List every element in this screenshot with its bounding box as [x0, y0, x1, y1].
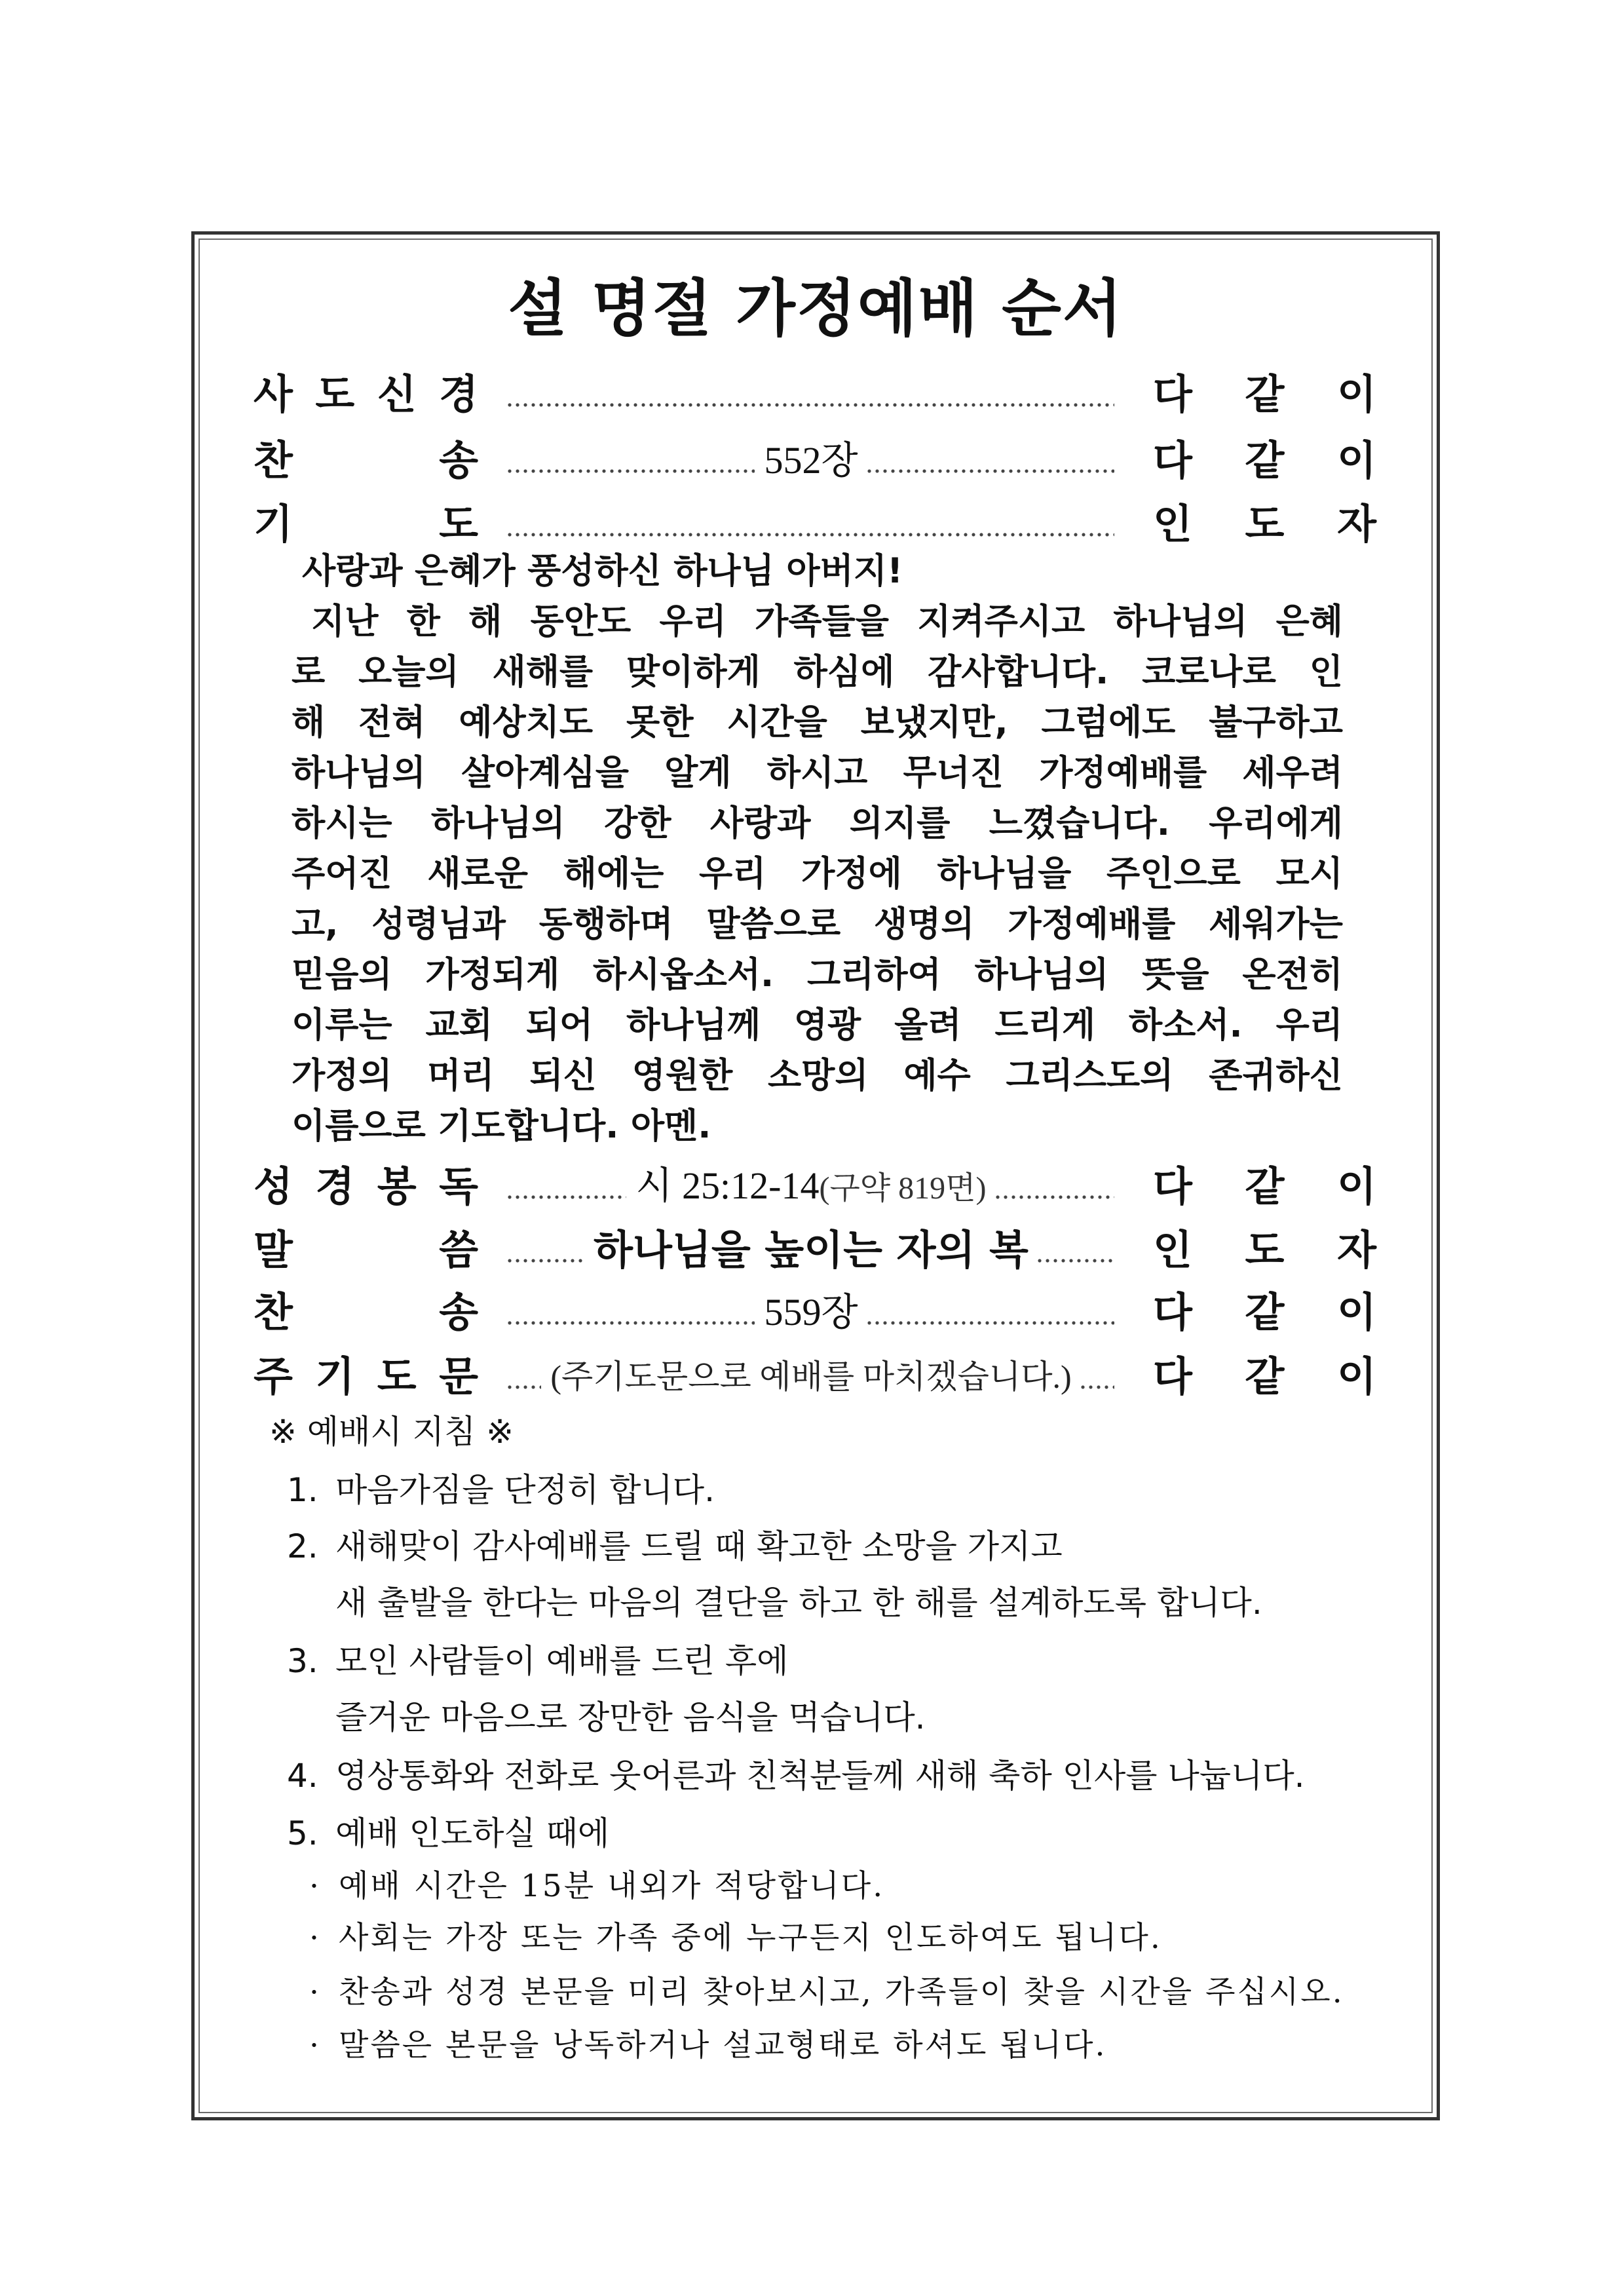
dotted-leader: [508, 402, 1114, 408]
dotted-leader: [867, 1320, 1114, 1326]
bullet-dot: ·: [309, 1868, 321, 1904]
order-role: 다 같 이: [1153, 1162, 1377, 1210]
dotted-leader: [508, 1258, 584, 1263]
guideline-bullet: [309, 1912, 1162, 1964]
guideline-line: 새해맞이 감사예배를 드릴 때 확고한 소망을 가지고: [335, 1527, 1063, 1565]
scripture-verse: 시 25:12-14: [635, 1164, 820, 1207]
order-label: 찬 송: [254, 436, 478, 484]
guideline-bullet: [309, 1860, 884, 1913]
guideline-text: [335, 1633, 926, 1746]
prayer-line: 하나님의 살아계심을 알게 하시고 무너진 가정예배를 세우려: [292, 753, 1343, 793]
prayer-text: [292, 546, 1343, 1151]
dotted-leader: [1081, 1385, 1114, 1390]
order-row-lords-prayer: [254, 1350, 1376, 1403]
prayer-line: 로 오늘의 새해를 맞이하게 하심에 감사합니다. 코로나로 인: [292, 652, 1343, 692]
page-title: 설 명절 가정예배 순서: [508, 273, 1124, 345]
prayer-line: 지난 한 해 동안도 우리 가족들을 지켜주시고 하나님의 은혜: [311, 602, 1343, 641]
prayer-line: 고, 성령님과 동행하며 말씀으로 생명의 가정예배를 세워가는: [292, 904, 1343, 944]
order-role: 다 같 이: [1153, 1288, 1376, 1336]
bullet-text: 말씀은 본문을 낭독하거나 설교형태로 하셔도 됩니다.: [339, 2027, 1107, 2063]
dotted-leader: [508, 1385, 541, 1390]
guideline-line: 영상통화와 전화로 웃어른과 친척분들께 새해 축하 인사를 나눕니다.: [335, 1757, 1305, 1795]
guideline-line: 즐거운 마음으로 장만한 음식을 먹습니다.: [335, 1698, 926, 1736]
prayer-line: 사랑과 은혜가 풍성하신 하나님 아버지!: [302, 551, 903, 591]
guideline-line: 마음가짐을 단정히 합니다.: [335, 1471, 715, 1509]
order-row-prayer: [254, 498, 1376, 550]
order-row-scripture-reading: [254, 1160, 1376, 1213]
dotted-leader: [508, 1195, 626, 1200]
hymn-number: 559장: [764, 1291, 858, 1333]
closing-note: (주기도문으로 예배를 마치겠습니다.): [550, 1358, 1072, 1395]
order-role: 다 같 이: [1153, 436, 1376, 484]
guideline-bullet: [309, 2019, 1106, 2072]
order-label: 주 기 도 문: [254, 1352, 478, 1400]
guideline-number: 2.: [287, 1527, 318, 1565]
order-label: 사 도 신 경: [254, 370, 478, 418]
dotted-leader: [1038, 1258, 1114, 1263]
guideline-item: [287, 1748, 1305, 1804]
bullet-text: 사회는 가장 또는 가족 중에 누구든지 인도하여도 됩니다.: [339, 1920, 1162, 1956]
order-label: 성 경 봉 독: [254, 1162, 478, 1210]
guideline-number: 3.: [287, 1642, 318, 1680]
bullet-dot: ·: [309, 2027, 321, 2063]
prayer-line: 이루는 교회 되어 하나님께 영광 올려 드리게 하소서. 우리: [292, 1005, 1343, 1045]
sermon-title: 하나님을 높이는 자의 복: [594, 1226, 1029, 1274]
dotted-leader: [508, 1320, 755, 1326]
guideline-number: 1.: [287, 1471, 318, 1509]
order-role: 인 도 자: [1153, 1226, 1376, 1274]
guideline-line: 새 출발을 한다는 마음의 결단을 하고 한 해를 설계하도록 합니다.: [335, 1584, 1262, 1622]
dotted-leader: [508, 469, 755, 474]
order-role: 다 같 이: [1153, 1352, 1376, 1400]
order-label: 말 씀: [254, 1226, 478, 1274]
prayer-line: 이름으로 기도합니다. 아멘.: [292, 1106, 711, 1146]
order-row-hymn-2: [254, 1286, 1376, 1339]
bullet-dot: ·: [309, 1974, 321, 2010]
dotted-leader: [996, 1195, 1114, 1200]
guideline-number: 5.: [287, 1814, 318, 1852]
scripture-page-note: (구약 819면): [819, 1171, 987, 1206]
guideline-item: [287, 1633, 926, 1746]
guideline-text: [335, 1518, 1262, 1631]
order-row-apostles-creed: [254, 368, 1376, 421]
guideline-number: 4.: [287, 1757, 318, 1795]
bullet-dot: ·: [309, 1920, 321, 1956]
guidelines-heading: ※ 예배시 지침 ※: [269, 1413, 514, 1451]
dotted-leader: [508, 532, 1114, 537]
order-row-hymn-1: [254, 434, 1376, 487]
guideline-line: 모인 사람들이 예배를 드린 후에: [335, 1642, 789, 1680]
order-label: 찬 송: [254, 1288, 478, 1336]
prayer-line: 믿음의 가정되게 하시옵소서. 그리하여 하나님의 뜻을 온전히: [292, 955, 1343, 995]
prayer-line: 주어진 새로운 해에는 우리 가정에 하나님을 주인으로 모시: [292, 854, 1343, 894]
scripture-reference: [635, 1158, 986, 1215]
guideline-line: 예배 인도하실 때에: [335, 1814, 610, 1852]
guideline-item: [287, 1462, 715, 1518]
bullet-text: 예배 시간은 15분 내외가 적당합니다.: [339, 1868, 885, 1904]
guideline-text: [335, 1748, 1305, 1804]
order-label: 기 도: [254, 500, 478, 548]
prayer-line: 가정의 머리 되신 영원한 소망의 예수 그리스도의 존귀하신: [292, 1056, 1343, 1096]
prayer-line: 해 전혀 예상치도 못한 시간을 보냈지만, 그럼에도 불구하고: [292, 702, 1343, 742]
order-role: 다 같 이: [1153, 370, 1376, 418]
order-role: 인 도 자: [1153, 500, 1376, 548]
guideline-text: [335, 1805, 609, 1862]
hymn-number: 552장: [764, 439, 858, 482]
guideline-item: [287, 1518, 1262, 1631]
order-row-sermon: [254, 1224, 1376, 1276]
guideline-text: [335, 1462, 715, 1518]
guideline-bullet: [309, 1966, 1344, 2019]
guideline-item: [287, 1805, 609, 1862]
prayer-line: 하시는 하나님의 강한 사랑과 의지를 느꼈습니다. 우리에게: [292, 803, 1343, 843]
dotted-leader: [867, 469, 1114, 474]
bullet-text: 찬송과 성경 본문을 미리 찾아보시고, 가족들이 찾을 시간을 주십시오.: [339, 1974, 1344, 2010]
